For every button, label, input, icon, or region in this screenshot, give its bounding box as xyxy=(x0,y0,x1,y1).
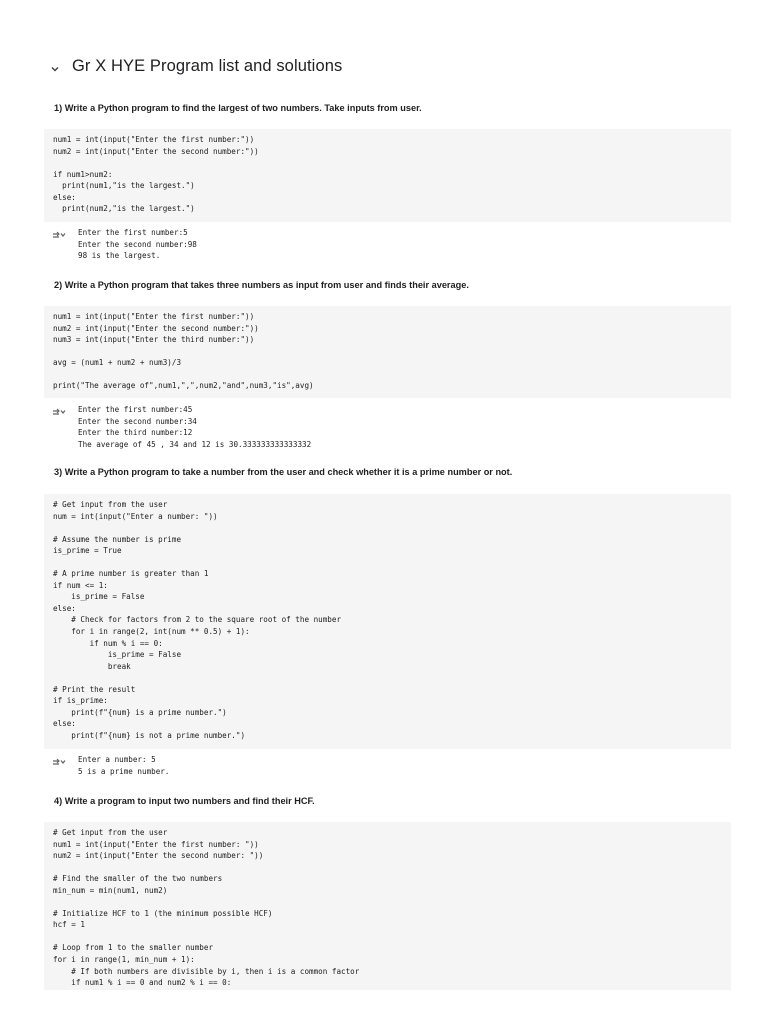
output-text-2: Enter the first number:45 Enter the second number:34 Enter the third number:12 The average of 45 , 34 and 12 is 30.333333333333332 xyxy=(78,405,312,449)
output-cell-3 xyxy=(44,754,731,777)
section-header[interactable] xyxy=(50,54,342,78)
output-toggle-icon[interactable] xyxy=(44,754,78,777)
output-toggle-icon[interactable] xyxy=(44,404,78,450)
output-toggle-icon[interactable] xyxy=(44,227,78,262)
output-cell-1 xyxy=(44,227,731,262)
code-cell-2[interactable]: num1 = int(input("Enter the first number:")) num2 = int(input("Enter the second number:")) num3 = int(input("Enter the third number:")) avg = (num1 + num2 + num3)/3 print("The average of",num1,",",num2,"and",num3,"is",avg) xyxy=(44,306,731,398)
question-1: 1) Write a Python program to find the largest of two numbers. Take inputs from user. xyxy=(54,103,422,113)
question-4: 4) Write a program to input two numbers and find their HCF. xyxy=(54,796,315,806)
section-title: Gr X HYE Program list and solutions xyxy=(72,56,343,75)
question-3: 3) Write a Python program to take a number from the user and check whether it is a prime number or not. xyxy=(54,467,513,477)
code-cell-4[interactable]: # Get input from the user num1 = int(input("Enter the first number: ")) num2 = int(input("Enter the second number: ")) # Find the smaller of the two numbers min_num = min(num1, num2) # Initialize HCF to 1 (the minimum possible HCF) hcf = 1 # Loop from 1 to the smaller number for i in range(1, min_num + 1): # If both numbers are divisible by i, then i is a common factor if num1 % i == 0 and num2 % i == 0: xyxy=(44,822,731,990)
code-cell-1[interactable]: num1 = int(input("Enter the first number:")) num2 = int(input("Enter the second number:")) if num1>num2: print(num1,"is the largest.") else: print(num2,"is the largest.") xyxy=(44,129,731,222)
code-cell-3[interactable]: # Get input from the user num = int(input("Enter a number: ")) # Assume the number is prime is_prime = True # A prime number is greater than 1 if num <= 1: is_prime = False else: # Check for factors from 2 to the square root of the number for i in range(2, int(num ** 0.5) + 1): if num % i == 0: is_prime = False break # Print the result if is_prime: print(f"{num} is a prime number.") else: print(f"{num} is not a prime number.") xyxy=(44,494,731,749)
output-text-3: Enter a number: 5 5 is a prime number. xyxy=(78,755,170,776)
question-2: 2) Write a Python program that takes three numbers as input from user and finds their average. xyxy=(54,280,469,290)
output-cell-2 xyxy=(44,404,731,450)
output-text-1: Enter the first number:5 Enter the second number:98 98 is the largest. xyxy=(78,228,197,261)
chevron-down-icon[interactable] xyxy=(50,61,60,71)
